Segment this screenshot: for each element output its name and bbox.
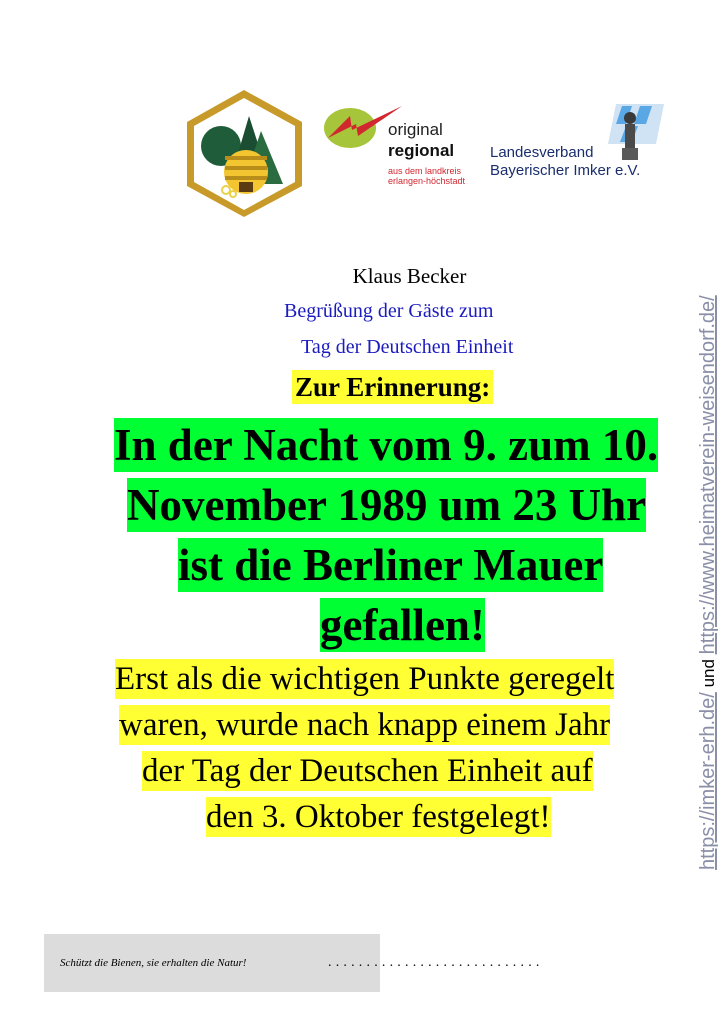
regional-text-district: aus dem landkreis: [388, 166, 462, 176]
footer-slogan: Schützt die Bienen, sie erhalten die Natur!: [60, 957, 247, 969]
landesverband-logo: [490, 104, 665, 184]
beekeepers-logo: [181, 86, 308, 220]
headline-line-2: November 1989 um 23 Uhr: [127, 480, 647, 530]
regional-text-regional: regional: [388, 141, 455, 160]
reminder-heading: Zur Erinnerung:: [292, 370, 493, 404]
headline-line-4: gefallen!: [320, 600, 485, 650]
author-name: Klaus Becker: [352, 264, 467, 288]
body-line-4: den 3. Oktober festgelegt!: [206, 799, 551, 835]
regional-text-original: original: [388, 120, 443, 139]
heimatverein-link[interactable]: https://www.heimatverein-weisendorf.de/: [697, 295, 719, 655]
regional-text-district-name: erlangen-höchstadt: [388, 176, 466, 186]
greeting-line-2: Tag der Deutschen Einheit: [301, 336, 514, 358]
side-links: [697, 295, 720, 870]
bavarian-lozenge-beekeeper-icon: [596, 104, 664, 164]
imker-erh-link[interactable]: https://imker-erh.de/: [697, 692, 719, 870]
body-line-2: waren, wurde nach knapp einem Jahr: [119, 707, 611, 743]
headline-line-3: ist die Berliner Mauer: [178, 540, 604, 590]
headline-line-1: In der Nacht vom 9. zum 10.: [114, 420, 659, 470]
links-conjunction: und: [699, 654, 718, 693]
greeting-line-1: Begrüßung der Gäste zum: [284, 300, 494, 322]
original-regional-logo: [322, 102, 482, 187]
body-line-3: der Tag der Deutschen Einheit auf: [142, 753, 593, 789]
landesverband-text-line2: Bayerischer Imker e.V.: [490, 162, 641, 179]
landesverband-text-line1: Landesverband: [490, 144, 594, 161]
beehive-logo-icon: [181, 86, 308, 220]
body-line-1: Erst als die wichtigen Punkte geregelt: [115, 661, 615, 697]
signature-dotted-line: ............................: [328, 955, 544, 970]
